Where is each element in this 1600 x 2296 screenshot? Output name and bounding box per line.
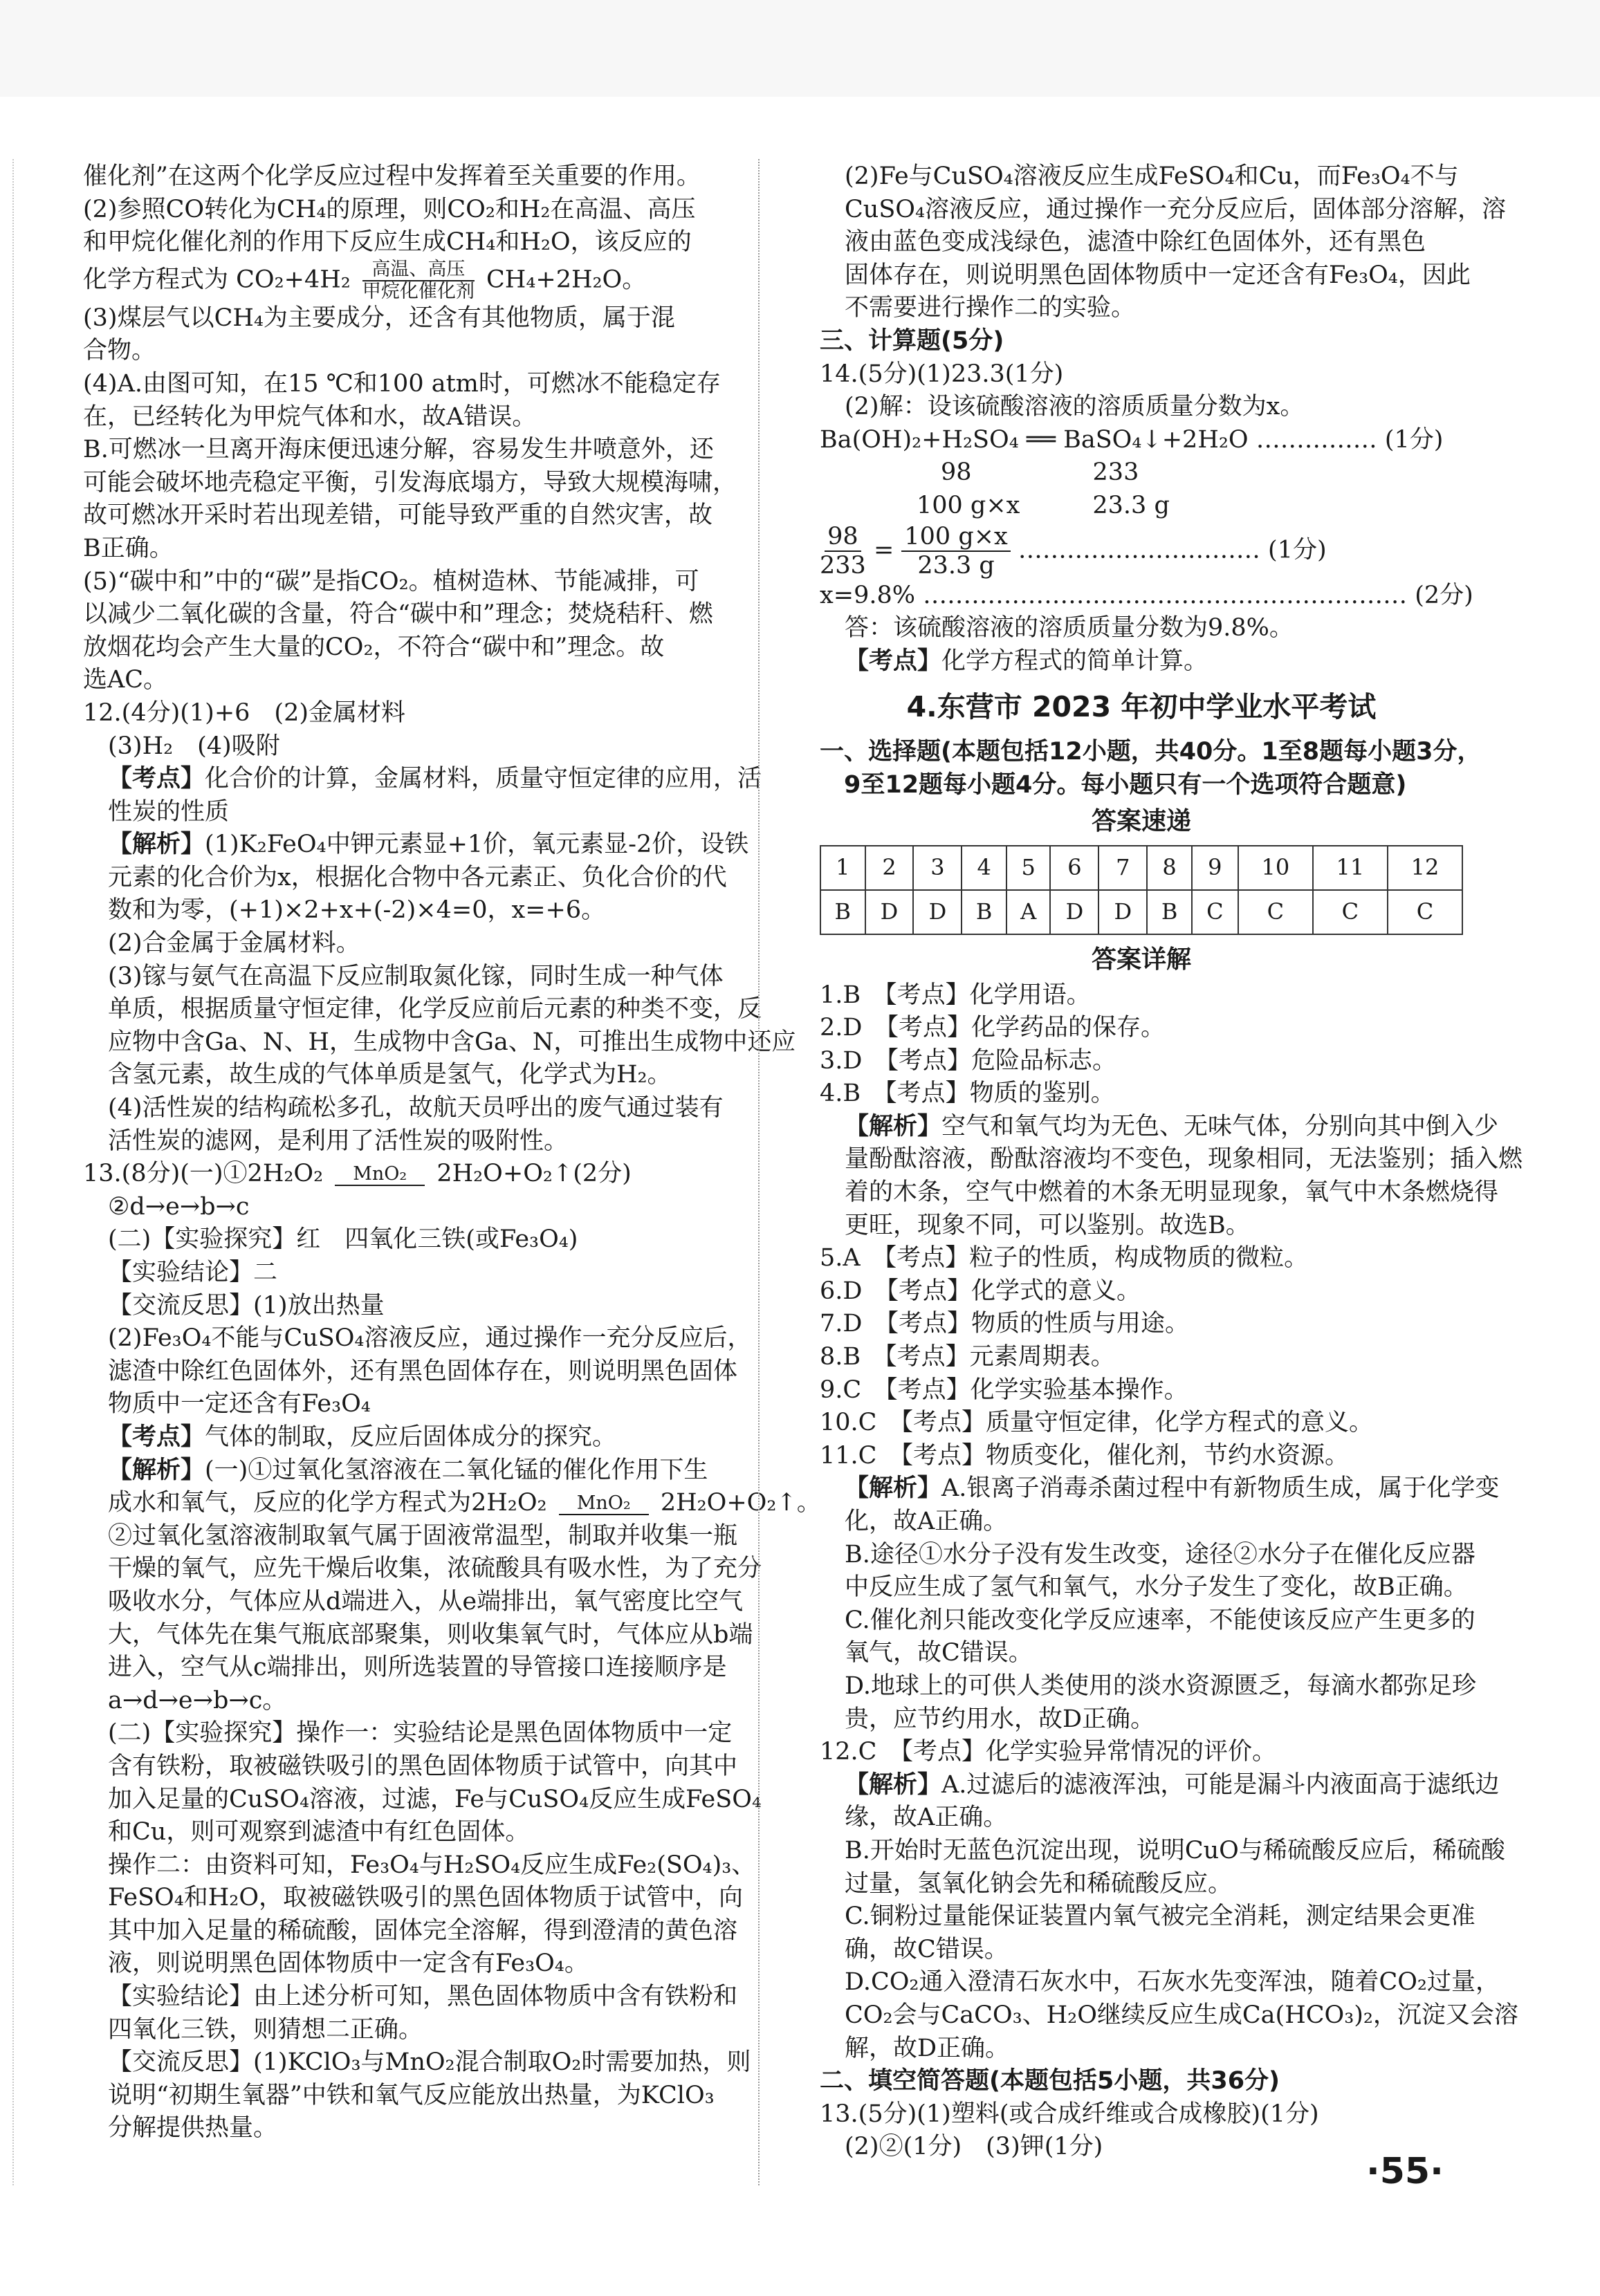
answer-table-answer: B xyxy=(820,890,865,934)
equation-bar xyxy=(559,1514,649,1515)
text-line: 合物。 xyxy=(83,337,156,365)
equation-line xyxy=(83,1487,821,1520)
line-text: CO₂会与CaCO₃、H₂O继续反应生成Ca(HCO₃)₂，沉淀又会溶 xyxy=(845,2001,1518,2029)
text-line xyxy=(820,226,1463,259)
text-line: 14.(5分)(1)23.3(1分) xyxy=(820,360,1064,388)
answer-detail-title: 答案详解 xyxy=(1091,945,1191,974)
text-line xyxy=(83,1586,744,1619)
answer-table-number: 4 xyxy=(962,846,1006,890)
fraction-left xyxy=(820,523,866,580)
line-text: 更旺，现象不同，可以鉴别。故选B。 xyxy=(845,1211,1250,1239)
line-text: (二)【实验探究】红 四氧化三铁(或Fe₃O₄) xyxy=(108,1225,578,1254)
equation-line xyxy=(83,1158,723,1191)
line-text: 气体的制取，反应后固体成分的探究。 xyxy=(205,1423,617,1451)
line-text: 着的木条，空气中燃着的木条无明显现象，氧气中木条燃烧得 xyxy=(845,1178,1499,1207)
condition-above: MnO₂ xyxy=(353,1163,407,1185)
answer-table-number: 2 xyxy=(865,846,914,890)
equation-tail: 2H₂O+O₂↑。 xyxy=(652,1489,821,1517)
line-text: (3)镓与氨气在高温下反应制取氮化镓，同时生成一种气体 xyxy=(108,962,724,990)
line-text: (4)活性炭的结构疏松多孔，故航天员呼出的废气通过装有 xyxy=(108,1094,724,1122)
text-line: 1.B 【考点】化学用语。 xyxy=(820,981,1091,1009)
text-line xyxy=(83,1651,727,1685)
text-line xyxy=(820,1703,1463,1737)
equation-bar xyxy=(335,1185,425,1186)
line-text: 分解提供热量。 xyxy=(108,2114,278,2142)
text-line xyxy=(820,1835,1505,1868)
line-text: ②过氧化氢溶液制取氧气属于固液常温型，制取并收集一瓶 xyxy=(108,1521,738,1550)
text-line: 10.C 【考点】质量守恒定律，化学方程式的意义。 xyxy=(820,1409,1373,1437)
text-line xyxy=(820,1539,1475,1572)
note-tag: 【解析】 xyxy=(108,831,205,859)
line-text: 答：该硫酸溶液的溶质质量分数为9.8%。 xyxy=(845,614,1294,642)
condition-above: MnO₂ xyxy=(576,1492,631,1514)
text-line xyxy=(820,1604,1475,1638)
text-line: 催化剂”在这两个化学反应过程中发挥着至关重要的作用。 xyxy=(83,163,701,190)
text-line xyxy=(83,927,723,961)
answer-table-answer: C xyxy=(1313,890,1388,934)
text-line xyxy=(83,1421,723,1454)
text-line xyxy=(83,2080,723,2113)
answer-table-answer: B xyxy=(1147,890,1192,934)
text-line xyxy=(83,1849,756,1882)
text-line xyxy=(83,1520,738,1553)
fraction-right xyxy=(901,523,1010,580)
answer-table xyxy=(820,845,1463,935)
line-text: 大，气体先在集气瓶底部聚集，则收集氧气时，气体应从b端 xyxy=(108,1620,753,1649)
text-line xyxy=(820,391,1463,424)
fraction-denominator: 233 xyxy=(820,551,866,580)
text-line xyxy=(83,1355,738,1389)
text-line xyxy=(820,1176,1499,1210)
line-text: (2)Fe与CuSO₄溶液反应生成FeSO₄和Cu，而Fe₃O₄不与 xyxy=(845,163,1459,190)
equation-lead: 成水和氧气，反应的化学方程式为2H₂O₂ xyxy=(108,1489,555,1517)
proportion-line xyxy=(820,523,1463,580)
answer-table-number: 8 xyxy=(1147,846,1192,890)
line-text: 滤渣中除红色固体外，还有黑色固体存在，则说明黑色固体 xyxy=(108,1357,738,1385)
line-text: ②d→e→b→c xyxy=(108,1192,250,1221)
answer-table-number-row xyxy=(820,846,1462,890)
line-text: 缘，故A正确。 xyxy=(845,1804,1008,1832)
line-text: D.CO₂通入澄清石灰水中，石灰水先变浑浊，随着CO₂过量， xyxy=(845,1968,1500,1997)
text-line xyxy=(83,1784,762,1817)
answer-table-number: 3 xyxy=(913,846,962,890)
line-text: (2)合金属于金属材料。 xyxy=(108,929,360,958)
line-text: D.地球上的可供人类使用的淡水资源匮乏，每滴水都弥足珍 xyxy=(845,1672,1476,1700)
text-line xyxy=(83,2014,723,2047)
left-column xyxy=(83,160,821,2145)
text-line xyxy=(83,1388,723,1421)
text-line: 8.B 【考点】元素周期表。 xyxy=(820,1343,1115,1371)
line-text: 应物中含Ga、N、H，生成物中含Ga、N，可推出生成物中还应 xyxy=(108,1028,796,1056)
text-line: (3)煤层气以CH₄为主要成分，还含有其他物质，属于混 xyxy=(83,304,675,332)
line-text: 固体存在，则说明黑色固体物质中一定还含有Fe₃O₄，因此 xyxy=(845,261,1471,289)
line-text: (3)H₂ (4)吸附 xyxy=(108,732,280,760)
text-line xyxy=(83,1882,744,1915)
answer-table-number: 6 xyxy=(1050,846,1098,890)
text-line xyxy=(83,1750,738,1784)
text-line xyxy=(83,1685,723,1718)
line-text: (2)Fe₃O₄不能与CuSO₄溶液反应，通过操作一充分反应后， xyxy=(108,1324,752,1353)
fraction-numerator: 98 xyxy=(825,523,861,552)
line-text: 中反应生成了氢气和氧气，水分子发生了变化，故B正确。 xyxy=(845,1573,1468,1602)
text-line: 放烟花均会产生大量的CO₂，不符合“碳中和”理念。故 xyxy=(83,633,665,661)
line-text: 加入足量的CuSO₄溶液，过滤，Fe与CuSO₄反应生成FeSO₄ xyxy=(108,1785,762,1813)
text-line xyxy=(83,1717,733,1750)
text-line: 13.(5分)(1)塑料(或合成纤维或合成橡胶)(1分) xyxy=(820,2100,1319,2128)
answer-table-number: 11 xyxy=(1313,846,1388,890)
text-line: Ba(OH)₂+H₂SO₄ ══ BaSO₄↓+2H₂O …………… (1分) xyxy=(820,425,1444,454)
note-tag: 【考点】 xyxy=(845,647,942,675)
text-line xyxy=(83,1322,752,1355)
answer-table-answer: D xyxy=(1098,890,1147,934)
fraction-numerator: 100 g×x xyxy=(901,523,1010,552)
equation-lead: 化学方程式为 CO₂+4H₂ xyxy=(83,266,358,294)
section-title: 4.东营市 2023 年初中学业水平考试 xyxy=(906,690,1377,724)
text-line xyxy=(83,894,723,927)
proportion-tail: ………………………… (1分) xyxy=(1010,536,1327,564)
text-line xyxy=(83,1816,723,1849)
line-text: 化合价的计算，金属材料，质量守恒定律的应用，活 xyxy=(205,765,762,793)
answer-table-number: 5 xyxy=(1006,846,1051,890)
text-line xyxy=(83,993,762,1026)
text-line: 4.B 【考点】物质的鉴别。 xyxy=(820,1080,1115,1108)
text-line: 7.D 【考点】物质的性质与用途。 xyxy=(820,1310,1189,1338)
reaction-condition xyxy=(335,1164,425,1186)
line-text: 含有铁粉，取被磁铁吸引的黑色固体物质于试管中，向其中 xyxy=(108,1752,738,1780)
text-line xyxy=(83,1059,723,1092)
text-line: B.可燃冰一旦离开海床便迅速分解，容易发生井喷意外，还 xyxy=(83,436,714,464)
text-line xyxy=(820,1506,1463,1539)
line-text: 确，故C错误。 xyxy=(845,1935,1009,1963)
equation-tail: 2H₂O+O₂↑(2分) xyxy=(429,1160,632,1188)
text-line xyxy=(820,2033,1463,2066)
text-line xyxy=(820,612,1463,645)
line-text: 液，则说明黑色固体物质中一定含有Fe₃O₄。 xyxy=(108,1950,589,1978)
line-text: a→d→e→b→c。 xyxy=(108,1686,287,1714)
line-text: CuSO₄溶液反应，通过操作一充分反应后，固体部分溶解，溶 xyxy=(845,195,1507,223)
line-text: 单质，根据质量守恒定律，化学反应前后元素的种类不变，反 xyxy=(108,995,762,1024)
line-text: (2)解：设该硫酸溶液的溶质质量分数为x。 xyxy=(845,393,1305,421)
text-line: 在，已经转化为甲烷气体和水，故A错误。 xyxy=(83,402,537,431)
text-line xyxy=(83,1619,753,1652)
text-line xyxy=(820,1769,1500,1802)
equation-lead: 13.(8分)(一)①2H₂O₂ xyxy=(83,1160,331,1188)
text-line: 3.D 【考点】危险品标志。 xyxy=(820,1046,1116,1075)
text-line: 5.A 【考点】粒子的性质，构成物质的微粒。 xyxy=(820,1244,1309,1272)
right-top-block xyxy=(820,160,1507,678)
answer-quick-title: 答案速递 xyxy=(1091,806,1191,835)
text-line xyxy=(820,1900,1475,1934)
note-tag: 【解析】 xyxy=(845,1770,942,1799)
fraction-denominator: 23.3 g xyxy=(917,551,995,580)
text-line xyxy=(83,1257,723,1290)
line-text: 三、计算题(5分) xyxy=(820,326,1004,355)
text-line xyxy=(820,1111,1499,1144)
line-text: 【交流反思】(1)放出热量 xyxy=(108,1291,385,1320)
text-line: 故可燃冰开采时若出现差错，可能导致严重的自然灾害，故 xyxy=(83,501,713,530)
note-tag: 【解析】 xyxy=(845,1112,942,1140)
condition-below: 甲烷化催化剂 xyxy=(362,280,475,302)
line-text: 数和为零，(+1)×2+x+(-2)×4=0，x=+6。 xyxy=(108,896,606,925)
text-line xyxy=(83,2112,723,2145)
answer-table-number: 10 xyxy=(1238,846,1313,890)
answer-table-answer: C xyxy=(1192,890,1238,934)
text-line xyxy=(820,2065,1463,2098)
answer-table-number: 7 xyxy=(1098,846,1147,890)
line-text: (2)②(1分) (3)钾(1分) xyxy=(845,2133,1103,2161)
answer-table-answer: B xyxy=(962,890,1006,934)
line-text: 【实验结论】由上述分析可知，黑色固体物质中含有铁粉和 xyxy=(108,1983,738,2011)
text-line: 100 g×x 23.3 g xyxy=(820,491,1170,519)
line-text: (二)【实验探究】操作一：实验结论是黑色固体物质中一定 xyxy=(108,1719,733,1748)
text-line xyxy=(820,1637,1463,1670)
line-text: 物质中一定还含有Fe₃O₄ xyxy=(108,1390,371,1418)
text-line xyxy=(83,1553,762,1586)
text-line xyxy=(83,1290,723,1323)
line-text: 活性炭的滤网，是利用了活性炭的吸附性。 xyxy=(108,1127,569,1155)
text-line xyxy=(83,1026,796,1059)
text-line xyxy=(83,730,723,763)
choice-heading-line-1: 一、选择题(本题包括12小题，共40分。1至8题每小题3分， xyxy=(820,738,1482,766)
answer-table-number: 12 xyxy=(1388,846,1462,890)
line-text: A.银离子消毒杀菌过程中有新物质生成，属于化学变 xyxy=(941,1474,1500,1503)
text-line: 以减少二氧化碳的含量，符合“碳中和”理念；焚烧秸秆、燃 xyxy=(83,600,713,629)
line-text: 干燥的氧气，应先干燥后收集，浓硫酸具有吸水性，为了充分 xyxy=(108,1555,762,1583)
text-line: 和甲烷化催化剂的作用下反应生成CH₄和H₂O，该反应的 xyxy=(83,228,692,257)
text-line xyxy=(820,1868,1463,1901)
answer-table-answer: A xyxy=(1006,890,1051,934)
text-line xyxy=(83,1125,723,1158)
text-line xyxy=(820,1670,1476,1703)
line-text: (一)①过氧化氢溶液在二氧化锰的催化作用下生 xyxy=(205,1456,708,1484)
answer-table-answer: D xyxy=(1050,890,1098,934)
text-line xyxy=(83,828,749,862)
text-line: 12.C 【考点】化学实验异常情况的评价。 xyxy=(820,1738,1276,1766)
answer-table-answer: D xyxy=(865,890,914,934)
text-line xyxy=(820,1571,1468,1604)
choice-heading-line-2: 9至12题每小题4分。每小题只有一个选项符合题意) xyxy=(820,770,1407,799)
line-text: 化学方程式的简单计算。 xyxy=(941,647,1208,675)
text-line xyxy=(820,1966,1500,1999)
line-text: (1)K₂FeO₄中钾元素显+1价，氧元素显-2价，设铁 xyxy=(205,831,749,859)
text-line: 选AC。 xyxy=(83,666,168,694)
right-bottom-block xyxy=(820,979,1523,2164)
binding-edge xyxy=(12,159,14,2185)
text-line xyxy=(820,259,1471,293)
text-line xyxy=(83,1092,723,1125)
line-text: 液由蓝色变成浅绿色，滤渣中除红色固体外，还有黑色 xyxy=(845,228,1426,257)
reaction-condition xyxy=(362,259,475,302)
text-line: 98 233 xyxy=(820,459,1139,487)
text-line xyxy=(820,1802,1463,1835)
reaction-condition xyxy=(559,1493,649,1515)
text-line xyxy=(820,645,1463,678)
line-text: 操作二：由资料可知，Fe₃O₄与H₂SO₄反应生成Fe₂(SO₄)₃、 xyxy=(108,1851,756,1879)
text-line: (4)A.由图可知，在15 ℃和100 atm时，可燃冰不能稳定存 xyxy=(83,369,721,398)
text-line xyxy=(820,194,1507,227)
equals-sign: = xyxy=(865,536,902,564)
line-text: 化，故A正确。 xyxy=(845,1508,1008,1535)
line-text: 元素的化合价为x，根据化合物中各元素正、负化合价的代 xyxy=(108,863,727,891)
line-text: 量酚酞溶液，酚酞溶液均不变色，现象相同，无法鉴别；插入燃 xyxy=(845,1145,1523,1174)
text-line xyxy=(83,1191,723,1224)
equation-line xyxy=(83,259,723,302)
line-text: 二、填空简答题(本题包括5小题，共36分) xyxy=(820,2067,1280,2095)
line-text: C.铜粉过量能保证装置内氧气被完全消耗，测定结果会更准 xyxy=(845,1902,1475,1931)
right-column xyxy=(820,160,1523,2164)
text-line xyxy=(820,1934,1463,1967)
page-number: ·55· xyxy=(1366,2151,1444,2192)
text-line xyxy=(83,1981,738,2014)
text-line xyxy=(83,1915,738,1948)
text-line: B正确。 xyxy=(83,534,174,562)
text-line: 12.(4分)(1)+6 (2)金属材料 xyxy=(83,698,405,727)
line-text: 空气和氧气均为无色、无味气体，分别向其中倒入少 xyxy=(941,1112,1499,1140)
line-text: FeSO₄和H₂O，取被磁铁吸引的黑色固体物质于试管中，向 xyxy=(108,1884,744,1912)
line-text: B.途径①水分子没有发生改变，途径②水分子在催化反应器 xyxy=(845,1540,1475,1568)
condition-above: 高温、高压 xyxy=(371,258,466,280)
text-line: 6.D 【考点】化学式的意义。 xyxy=(820,1277,1141,1305)
line-text: B.开始时无蓝色沉淀出现，说明CuO与稀硫酸反应后，稀硫酸 xyxy=(845,1836,1505,1864)
line-text: 氧气，故C错误。 xyxy=(845,1639,1033,1667)
text-line xyxy=(83,2046,751,2080)
line-text: 不需要进行操作二的实验。 xyxy=(845,294,1136,322)
text-line: (5)“碳中和”中的“碳”是指CO₂。植树造林、节能减排，可 xyxy=(83,567,699,595)
column-divider xyxy=(758,159,760,2185)
text-line xyxy=(83,1454,723,1488)
text-line: 9.C 【考点】化学实验基本操作。 xyxy=(820,1376,1188,1404)
text-line xyxy=(820,1210,1463,1243)
note-tag: 【考点】 xyxy=(108,765,205,793)
line-text: 进入，空气从c端排出，则所选装置的导管接口连接顺序是 xyxy=(108,1654,727,1682)
text-line xyxy=(83,1947,723,1981)
answer-table-answer: D xyxy=(913,890,962,934)
answer-table-number: 1 xyxy=(820,846,865,890)
text-line xyxy=(83,796,723,829)
line-text: A.过滤后的滤液浑浊，可能是漏斗内液面高于滤纸边 xyxy=(941,1770,1500,1799)
text-line: 11.C 【考点】物质变化，催化剂，节约水资源。 xyxy=(820,1441,1349,1470)
text-line: (2)参照CO转化为CH₄的原理，则CO₂和H₂在高温、高压 xyxy=(83,195,696,223)
text-line xyxy=(83,1223,723,1257)
text-line xyxy=(820,1999,1518,2033)
answer-table-answer: C xyxy=(1388,890,1462,934)
line-text: 【交流反思】(1)KClO₃与MnO₂混合制取O₂时需要加热，则 xyxy=(108,2048,751,2077)
line-text: 和Cu，则可观察到滤渣中有红色固体。 xyxy=(108,1818,530,1846)
text-line xyxy=(83,961,723,994)
text-line xyxy=(83,862,727,895)
text-line: 可能会破坏地壳稳定平衡，引发海底塌方，导致大规模海啸， xyxy=(83,468,737,497)
text-line xyxy=(820,160,1463,194)
text-line: x=9.8% …………………………………………………… (2分) xyxy=(820,581,1473,609)
text-line xyxy=(820,1143,1523,1176)
line-text: 说明“初期生氧器”中铁和氧气反应能放出热量，为KClO₃ xyxy=(108,2081,715,2109)
text-line xyxy=(83,763,762,796)
text-line xyxy=(820,292,1463,325)
text-line xyxy=(820,1472,1500,1506)
answer-table-answer: C xyxy=(1238,890,1313,934)
line-text: 性炭的性质 xyxy=(108,797,230,826)
line-text: 【实验结论】二 xyxy=(108,1259,278,1286)
equation-tail: CH₄+2H₂O。 xyxy=(478,266,647,294)
line-text: 含氢元素，故生成的气体单质是氢气，化学式为H₂。 xyxy=(108,1061,672,1089)
answer-table-number: 9 xyxy=(1192,846,1238,890)
top-margin xyxy=(0,0,1600,97)
line-text: 贵，应节约用水，故D正确。 xyxy=(845,1705,1155,1733)
note-tag: 【解析】 xyxy=(108,1456,205,1484)
line-text: 吸收水分，气体应从d端进入，从e端排出，氧气密度比空气 xyxy=(108,1587,744,1615)
line-text: 其中加入足量的稀硫酸，固体完全溶解，得到澄清的黄色溶 xyxy=(108,1916,738,1945)
line-text: 解，故D正确。 xyxy=(845,2034,1010,2062)
text-line xyxy=(820,325,1463,358)
line-text: 四氧化三铁，则猜想二正确。 xyxy=(108,2015,423,2044)
answer-table-answer-row xyxy=(820,890,1462,934)
note-tag: 【考点】 xyxy=(108,1423,205,1451)
text-line: 2.D 【考点】化学药品的保存。 xyxy=(820,1014,1165,1042)
note-tag: 【解析】 xyxy=(845,1474,942,1503)
line-text: C.催化剂只能改变化学反应速率，不能使该反应产生更多的 xyxy=(845,1606,1475,1634)
line-text: 过量，氢氧化钠会先和稀硫酸反应。 xyxy=(845,1869,1233,1898)
